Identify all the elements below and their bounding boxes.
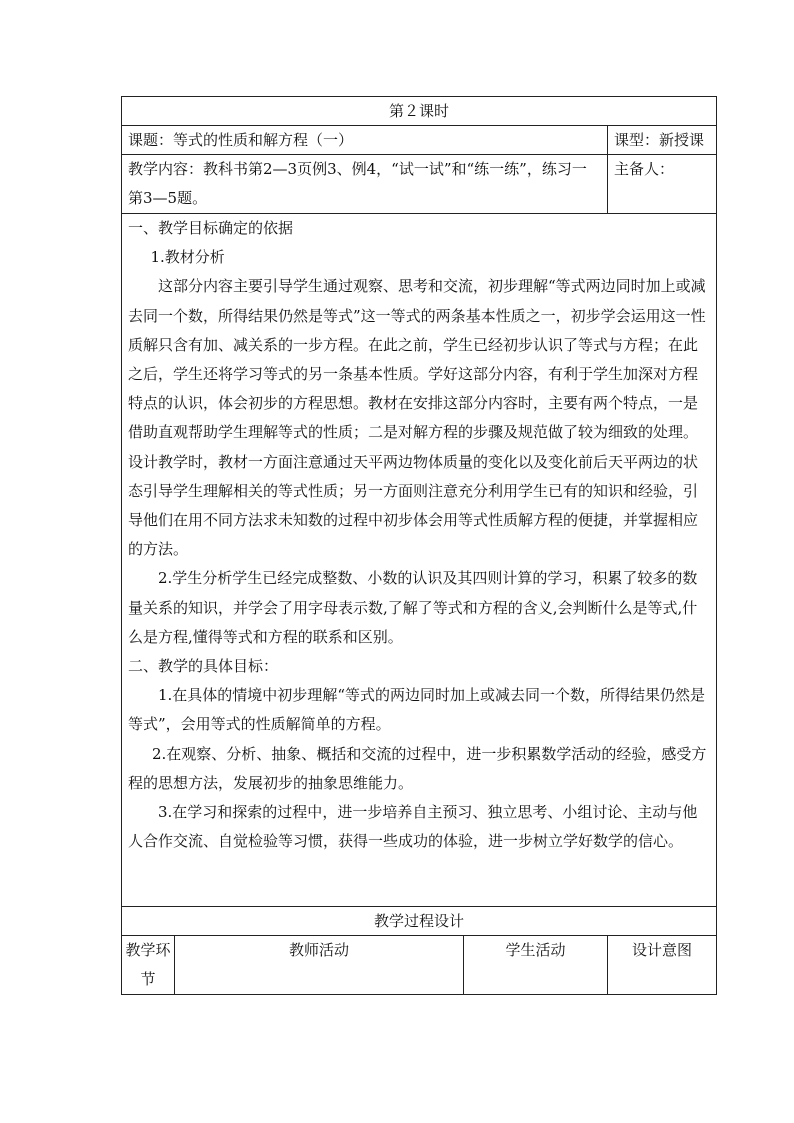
lesson-topic: 课题：等式的性质和解方程（一） xyxy=(122,126,608,155)
teaching-content: 教学内容：教科书第2—3页例3、例4，“试一试”和“练一练”，练习一第3—5题。 xyxy=(122,155,608,214)
topic-row xyxy=(122,126,717,155)
period-row xyxy=(122,97,717,126)
goal-2: 2.在观察、分析、抽象、概括和交流的过程中，进一步积累数学活动的经验，感受方程的思想方法，发展初步的抽象思维能力。 xyxy=(128,744,707,792)
col-student-header: 学生活动 xyxy=(464,936,608,995)
lesson-type: 课型：新授课 xyxy=(608,126,717,155)
sub2-text: 2.学生分析学生已经完成整数、小数的认识及其四则计算的学习，积累了较多的数量关系的知识，并学会了用字母表示数,了解了等式和方程的含义,会判断什么是等式,什么是方程,懂得等式和方程的联系和区别。 xyxy=(128,569,698,646)
process-title: 教学过程设计 xyxy=(122,907,717,936)
content-row xyxy=(122,155,717,214)
col-intent-header: 设计意图 xyxy=(608,936,717,995)
col-stage-header: 教学环节 xyxy=(122,936,175,995)
objectives-cell xyxy=(122,214,717,907)
sub1-title: 1.教材分析 xyxy=(150,248,225,267)
col-teacher-header: 教师活动 xyxy=(175,936,464,995)
goal-3: 3.在学习和探索的过程中，进一步培养自主预习、独立思考、小组讨论、主动与他人合作交流、自觉检验等习惯，获得一些成功的体验，进一步树立学好数学的信心。 xyxy=(128,803,698,851)
process-header-row xyxy=(122,936,717,995)
objectives-row xyxy=(122,214,717,907)
preparer: 主备人： xyxy=(608,155,717,214)
period-title: 第２课时 xyxy=(122,97,717,126)
process-title-row xyxy=(122,907,717,936)
sub1-text: 这部分内容主要引导学生通过观察、思考和交流，初步理解“等式两边同时加上或减去同一个数，所得结果仍然是等式”这一等式的两条基本性质之一，初步学会运用这一性质解只含有加、减关系的一步方程。在此之前，学生已经初步认识了等式与方程；在此之后，学生还将学习等式的另一条基本性质。学好这部分内容，有利于学生加深对方程特点的认识，体会初步的方程思想。教材在安排这部分内容时，主要有两个特点，一是借助直观帮助学生理解等式的性质；二是对解方程的步骤及规范做了较为细致的处理。设计教学时，教材一方面注意通过天平两边物体质量的变化以及变化前后天平两边的状态引导学生理解相关的等式性质；另一方面则注意充分利用学生已有的知识和经验，引导他们在用不同方法求未知数的过程中初步体会用等式性质解方程的便捷，并掌握相应的方法。 xyxy=(128,277,706,559)
section2-title: 二、教学的具体目标： xyxy=(128,657,279,676)
goal-1: 1.在具体的情境中初步理解“等式的两边同时加上或减去同一个数，所得结果仍然是等式”，会用等式的性质解简单的方程。 xyxy=(128,686,705,734)
section1-title: 一、教学目标确定的依据 xyxy=(128,219,294,237)
lesson-plan-table xyxy=(121,96,717,995)
